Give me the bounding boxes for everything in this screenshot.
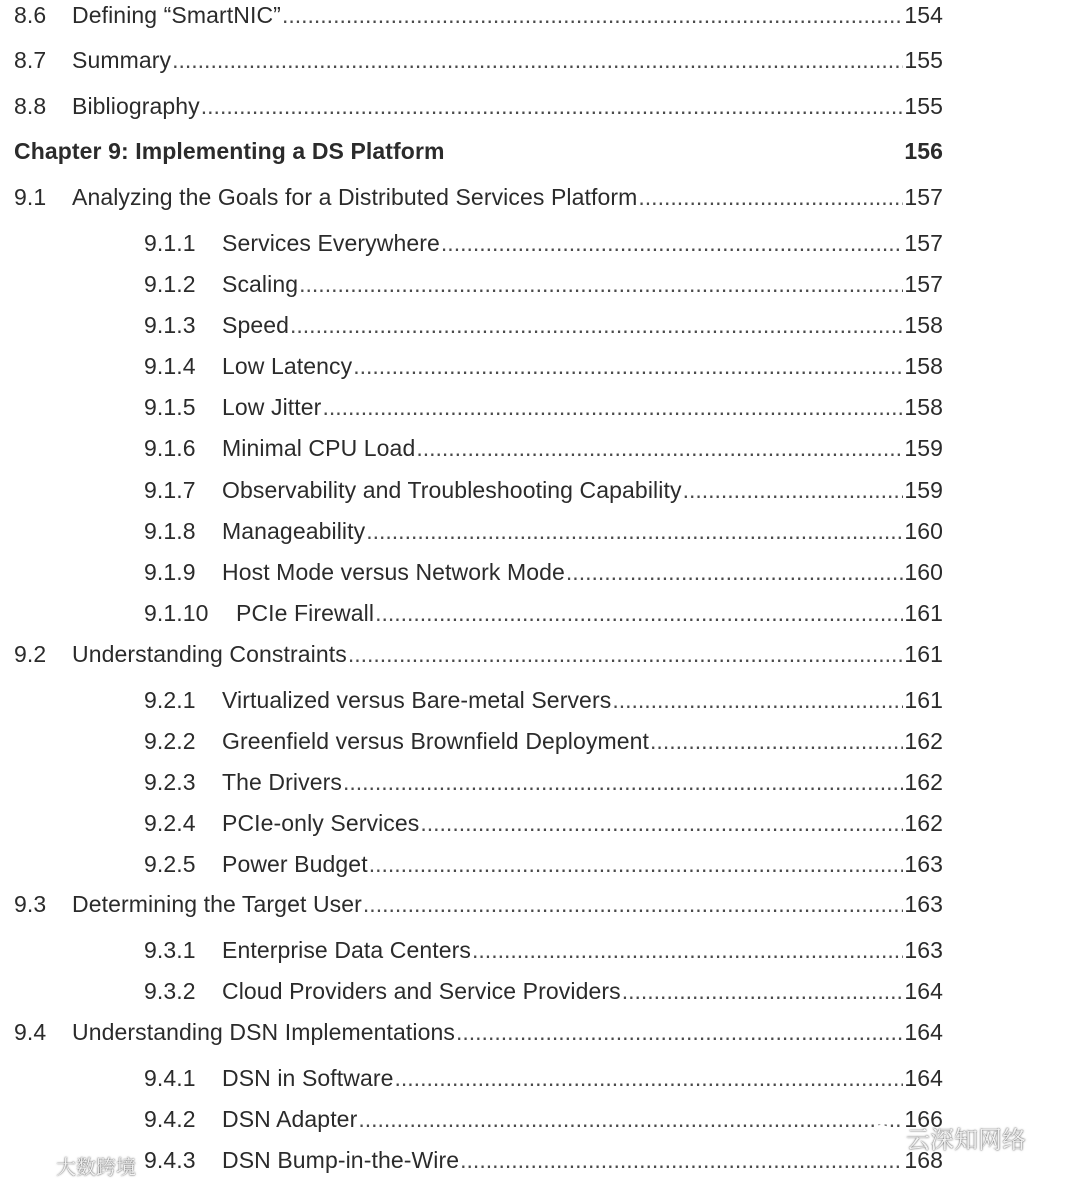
dot-leader (290, 310, 903, 340)
toc-entry (144, 598, 943, 628)
toc-entry-page: 157 (904, 184, 943, 210)
toc-entry-number: 9.4.3 (144, 1147, 196, 1173)
toc-entry (14, 1017, 943, 1047)
toc-entry-title: Greenfield versus Brownfield Deployment (222, 728, 650, 754)
dot-leader (172, 45, 903, 75)
toc-entry-title: Manageability (222, 518, 366, 544)
toc-entry-page: 161 (904, 687, 943, 713)
toc-entry-number: 9.1.3 (144, 312, 196, 338)
toc-entry-page: 162 (904, 810, 943, 836)
toc-entry-number: 9.4.1 (144, 1065, 196, 1091)
toc-entry (144, 808, 943, 838)
toc-entry-page: 155 (904, 47, 943, 73)
toc-entry-page: 164 (904, 978, 943, 1004)
toc-entry-title: Defining “SmartNIC” (72, 2, 281, 28)
dot-leader (348, 639, 903, 669)
toc-entry-page: 163 (904, 851, 943, 877)
toc-entry-title: Determining the Target User (72, 891, 362, 917)
toc-entry-number: 9.4 (14, 1019, 47, 1045)
toc-entry (144, 1145, 943, 1175)
dot-leader (395, 1063, 904, 1093)
dot-leader (343, 767, 903, 797)
toc-entry-number: 9.3 (14, 891, 47, 917)
toc-entry-title: Analyzing the Goals for a Distributed Services Platform (72, 184, 638, 210)
dot-leader (441, 228, 903, 258)
toc-entry-number: 8.8 (14, 93, 47, 119)
toc-entry (144, 1063, 943, 1093)
toc-entry-page: 168 (904, 1147, 943, 1173)
dot-leader (460, 1145, 903, 1175)
dot-leader (472, 935, 903, 965)
toc-entry-title: Minimal CPU Load (222, 435, 416, 461)
toc-entry-page: 158 (904, 394, 943, 420)
toc-entry-title: Host Mode versus Network Mode (222, 559, 565, 585)
toc-entry (144, 351, 943, 381)
toc-entry-number: 9.1 (14, 184, 47, 210)
toc-entry (144, 849, 943, 879)
toc-entry-title: PCIe Firewall (236, 600, 375, 626)
toc-entry-number: 8.6 (14, 2, 47, 28)
dot-leader (363, 889, 903, 919)
watermark-right-text: 云深知网络 (906, 1126, 1026, 1154)
toc-entry-page: 163 (904, 937, 943, 963)
toc-entry (14, 0, 943, 30)
dot-leader (358, 1104, 903, 1134)
watermark-left-text: 大数跨境 (56, 1157, 136, 1179)
toc-entry (14, 45, 943, 75)
dot-leader (416, 433, 903, 463)
toc-entry-title: Low Jitter (222, 394, 322, 420)
toc-entry (144, 516, 943, 546)
toc-entry (144, 475, 943, 505)
toc-entry-number: 9.1.9 (144, 559, 196, 585)
toc-entry-number: 9.2.5 (144, 851, 196, 877)
dot-leader (375, 598, 903, 628)
toc-entry-number: 9.4.2 (144, 1106, 196, 1132)
toc-entry-number: 8.7 (14, 47, 47, 73)
toc-entry-number: 9.1.10 (144, 600, 209, 626)
toc-entry (144, 935, 943, 965)
toc-entry (144, 433, 943, 463)
toc-entry (144, 726, 943, 756)
toc-entry-page: 157 (904, 230, 943, 256)
toc-entry-page: 159 (904, 477, 943, 503)
dot-leader (369, 849, 904, 879)
toc-entry-number: 9.1.2 (144, 271, 196, 297)
toc-entry-title: DSN Adapter (222, 1106, 358, 1132)
toc-entry-title: DSN Bump-in-the-Wire (222, 1147, 460, 1173)
toc-entry (144, 269, 943, 299)
toc-entry-title: Observability and Troubleshooting Capability (222, 477, 682, 503)
dot-leader (566, 557, 903, 587)
toc-entry-title: PCIe-only Services (222, 810, 420, 836)
toc-entry-title: Power Budget (222, 851, 368, 877)
toc-entry (144, 976, 943, 1006)
wechat-icon (868, 1124, 902, 1157)
toc-chapter-heading (14, 136, 943, 166)
toc-entry-page: 156 (904, 138, 943, 164)
toc-entry-number: 9.2.3 (144, 769, 196, 795)
toc-entry-number: 9.3.1 (144, 937, 196, 963)
toc-entry (144, 557, 943, 587)
toc-entry-number: 9.1.7 (144, 477, 196, 503)
dot-leader (282, 0, 903, 30)
toc-entry-page: 161 (904, 600, 943, 626)
dot-leader (456, 1017, 903, 1047)
toc-entry-page: 160 (904, 518, 943, 544)
toc-entry-number: 9.2.4 (144, 810, 196, 836)
toc-entry-title: Services Everywhere (222, 230, 440, 256)
toc-entry-page: 161 (904, 641, 943, 667)
toc-entry-page: 164 (904, 1019, 943, 1045)
toc-entry (144, 310, 943, 340)
dot-leader (322, 392, 903, 422)
toc-entry (144, 685, 943, 715)
toc-entry-title: Cloud Providers and Service Providers (222, 978, 621, 1004)
dot-leader (683, 475, 904, 505)
toc-entry-title: Summary (72, 47, 172, 73)
toc-entry (14, 889, 943, 919)
toc-entry-title: Chapter 9: Implementing a DS Platform (14, 138, 445, 164)
toc-entry-page: 157 (904, 271, 943, 297)
watermark-right (868, 1124, 1026, 1157)
toc-entry-number: 9.1.8 (144, 518, 196, 544)
toc-entry-page: 155 (904, 93, 943, 119)
toc-entry-title: DSN in Software (222, 1065, 394, 1091)
toc-entry-number: 9.1.5 (144, 394, 196, 420)
toc-entry (14, 182, 943, 212)
toc-entry-page: 164 (904, 1065, 943, 1091)
toc-entry-title: Scaling (222, 271, 299, 297)
toc-entry (144, 767, 943, 797)
toc-entry (144, 392, 943, 422)
toc-entry-number: 9.1.6 (144, 435, 196, 461)
toc-entry-number: 9.2 (14, 641, 47, 667)
toc-entry (14, 91, 943, 121)
toc-entry (14, 639, 943, 669)
toc-entry-page: 154 (904, 2, 943, 28)
toc-entry-title: Speed (222, 312, 290, 338)
toc-entry (144, 228, 943, 258)
watermark-left (8, 1152, 136, 1184)
toc-entry-page: 162 (904, 728, 943, 754)
dot-leader (420, 808, 903, 838)
toc-entry-title: Virtualized versus Bare-metal Servers (222, 687, 612, 713)
dot-leader (366, 516, 903, 546)
dot-leader (638, 182, 903, 212)
toc-entry-title: Bibliography (72, 93, 200, 119)
dot-leader (353, 351, 903, 381)
toc-entry-title: Low Latency (222, 353, 353, 379)
dot-leader (622, 976, 904, 1006)
toc-entry-page: 158 (904, 312, 943, 338)
toc-entry-number: 9.3.2 (144, 978, 196, 1004)
toc-entry-number: 9.1.4 (144, 353, 196, 379)
toc-entry-title: The Drivers (222, 769, 342, 795)
toc-entry-page: 160 (904, 559, 943, 585)
dot-leader (201, 91, 904, 121)
weibo-icon (8, 1152, 52, 1184)
toc-entry-page: 163 (904, 891, 943, 917)
toc-entry-number: 9.2.1 (144, 687, 196, 713)
dot-leader (299, 269, 903, 299)
toc-entry-number: 9.1.1 (144, 230, 196, 256)
dot-leader (650, 726, 903, 756)
toc-entry-title: Understanding DSN Implementations (72, 1019, 455, 1045)
toc-entry-page: 162 (904, 769, 943, 795)
toc-entry-title: Understanding Constraints (72, 641, 347, 667)
toc-entry-title: Enterprise Data Centers (222, 937, 472, 963)
toc-entry-page: 166 (904, 1106, 943, 1132)
toc-entry-page: 158 (904, 353, 943, 379)
dot-leader (612, 685, 903, 715)
toc-entry-number: 9.2.2 (144, 728, 196, 754)
toc-entry-page: 159 (904, 435, 943, 461)
toc-entry (144, 1104, 943, 1134)
